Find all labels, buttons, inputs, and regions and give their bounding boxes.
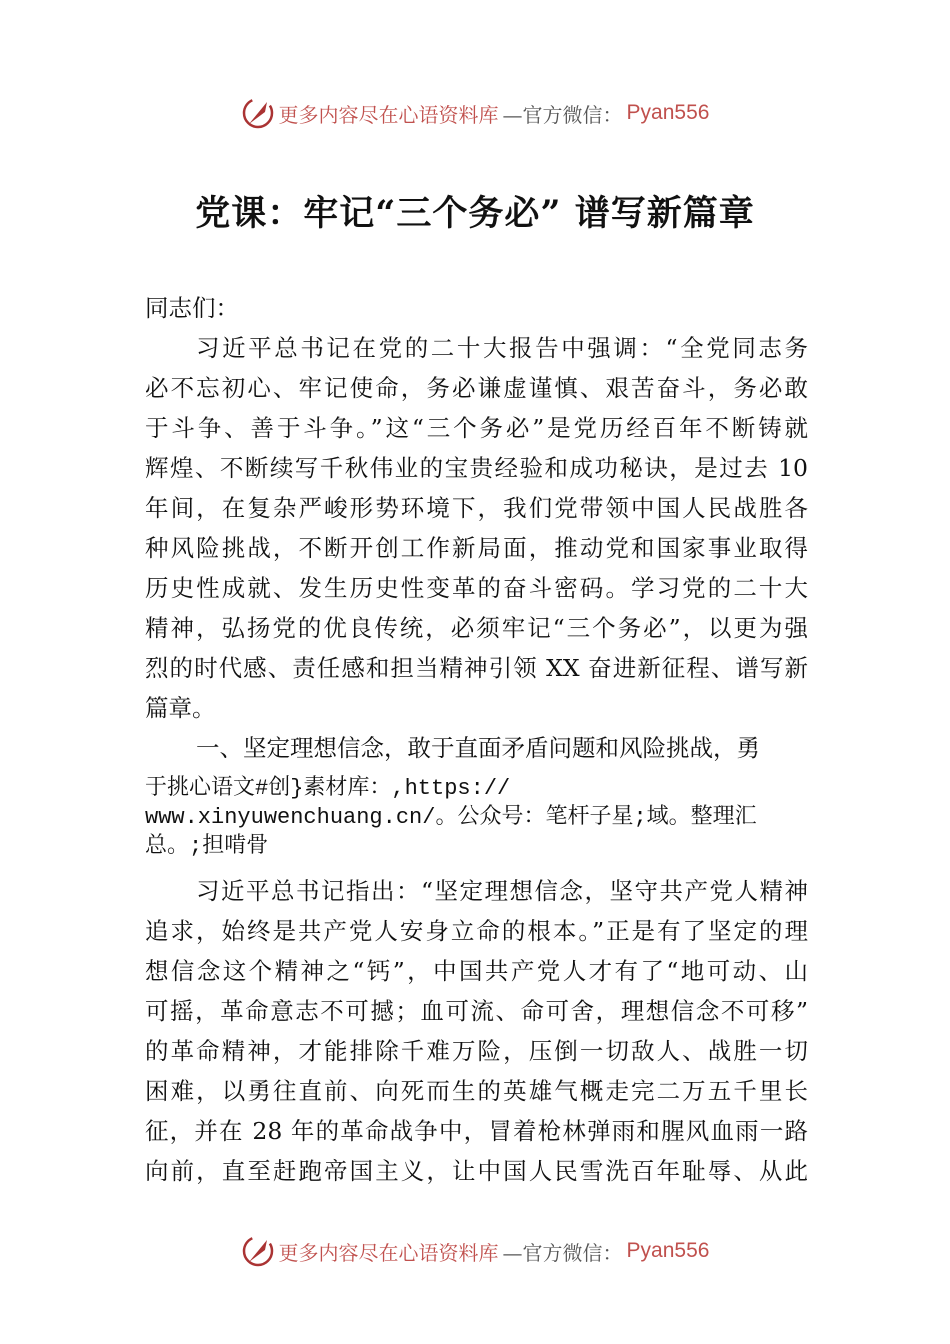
text-line: 必不忘初心、牢记使命，务必谦虚谨慎、艰苦奋斗，务必敢 bbox=[145, 374, 808, 402]
text-line: 烈的时代感、责任感和担当精神引领 XX 奋进新征程、谱写新 bbox=[145, 654, 808, 682]
quill-logo-icon bbox=[241, 96, 275, 130]
text-line: 年间，在复杂严峻形势环境下，我们党带领中国人民战胜各 bbox=[145, 494, 808, 522]
text-line: 可摇，革命意志不可撼；血可流、命可舍，理想信念不可移” bbox=[145, 997, 808, 1025]
watermark-text: 更多内容尽在心语资料库 bbox=[278, 1240, 499, 1265]
text-line: 困难，以勇往直前、向死而生的英雄气概走完二万五千里长 bbox=[145, 1077, 808, 1105]
text-line: 辉煌、不断续写千秋伟业的宝贵经验和成功秘诀，是过去 10 bbox=[145, 454, 808, 482]
text-line: 于斗争、善于斗争。”这“三个务必”是党历经百年不断铸就 bbox=[145, 414, 808, 442]
salutation: 同志们： bbox=[145, 294, 239, 322]
text-line: 向前，直至赶跑帝国主义，让中国人民雪洗百年耻辱、从此 bbox=[145, 1157, 808, 1185]
document-body bbox=[145, 288, 808, 1191]
text-line: 习近平总书记在党的二十大报告中强调：“全党同志务 bbox=[196, 334, 808, 362]
text-line: 征，并在 28 年的革命战争中，冒着枪林弹雨和腥风血雨一路 bbox=[145, 1117, 808, 1145]
watermark-text: 更多内容尽在心语资料库 bbox=[278, 102, 499, 127]
quill-logo-icon bbox=[241, 1234, 275, 1268]
wechat-id: Pyan556 bbox=[626, 101, 710, 124]
text-line: 追求，始终是共产党人安身立命的根本。”正是有了坚定的理 bbox=[145, 917, 808, 945]
page-title: 党课：牢记“三个务必” 谱写新篇章 bbox=[195, 193, 755, 234]
footer-watermark bbox=[0, 1234, 950, 1268]
watermark-label: —官方微信： bbox=[502, 102, 623, 127]
text-line: 于挑心语文#创}素材库：,https:// bbox=[145, 776, 511, 801]
section-heading: 一、坚定理想信念，敢于直面矛盾问题和风险挑战，勇 bbox=[196, 734, 760, 762]
inserted-source-note bbox=[145, 774, 808, 861]
header-watermark bbox=[0, 96, 950, 130]
text-line: 种风险挑战，不断开创工作新局面，推动党和国家事业取得 bbox=[145, 534, 808, 562]
wechat-id: Pyan556 bbox=[626, 1239, 710, 1262]
paragraph-2 bbox=[145, 871, 808, 1191]
text-line: 精神，弘扬党的优良传统，必须牢记“三个务必”，以更为强 bbox=[145, 614, 808, 642]
paragraph-1 bbox=[145, 328, 808, 728]
text-line: 历史性成就、发生历史性变革的奋斗密码。学习党的二十大 bbox=[145, 574, 808, 602]
text-line: 的革命精神，才能排除千难万险，压倒一切敌人、战胜一切 bbox=[145, 1037, 808, 1065]
text-line: 习近平总书记指出：“坚定理想信念，坚守共产党人精神 bbox=[196, 877, 808, 905]
text-line: 总。;担啃骨 bbox=[145, 834, 269, 859]
text-line: 想信念这个精神之“钙”，中国共产党人才有了“地可动、山 bbox=[145, 957, 808, 985]
text-line: 篇章。 bbox=[145, 694, 216, 722]
watermark-label: —官方微信： bbox=[502, 1240, 623, 1265]
text-line: www.xinyuwenchuang.cn/。公众号：笔杆子星;域。整理汇 bbox=[145, 805, 757, 830]
